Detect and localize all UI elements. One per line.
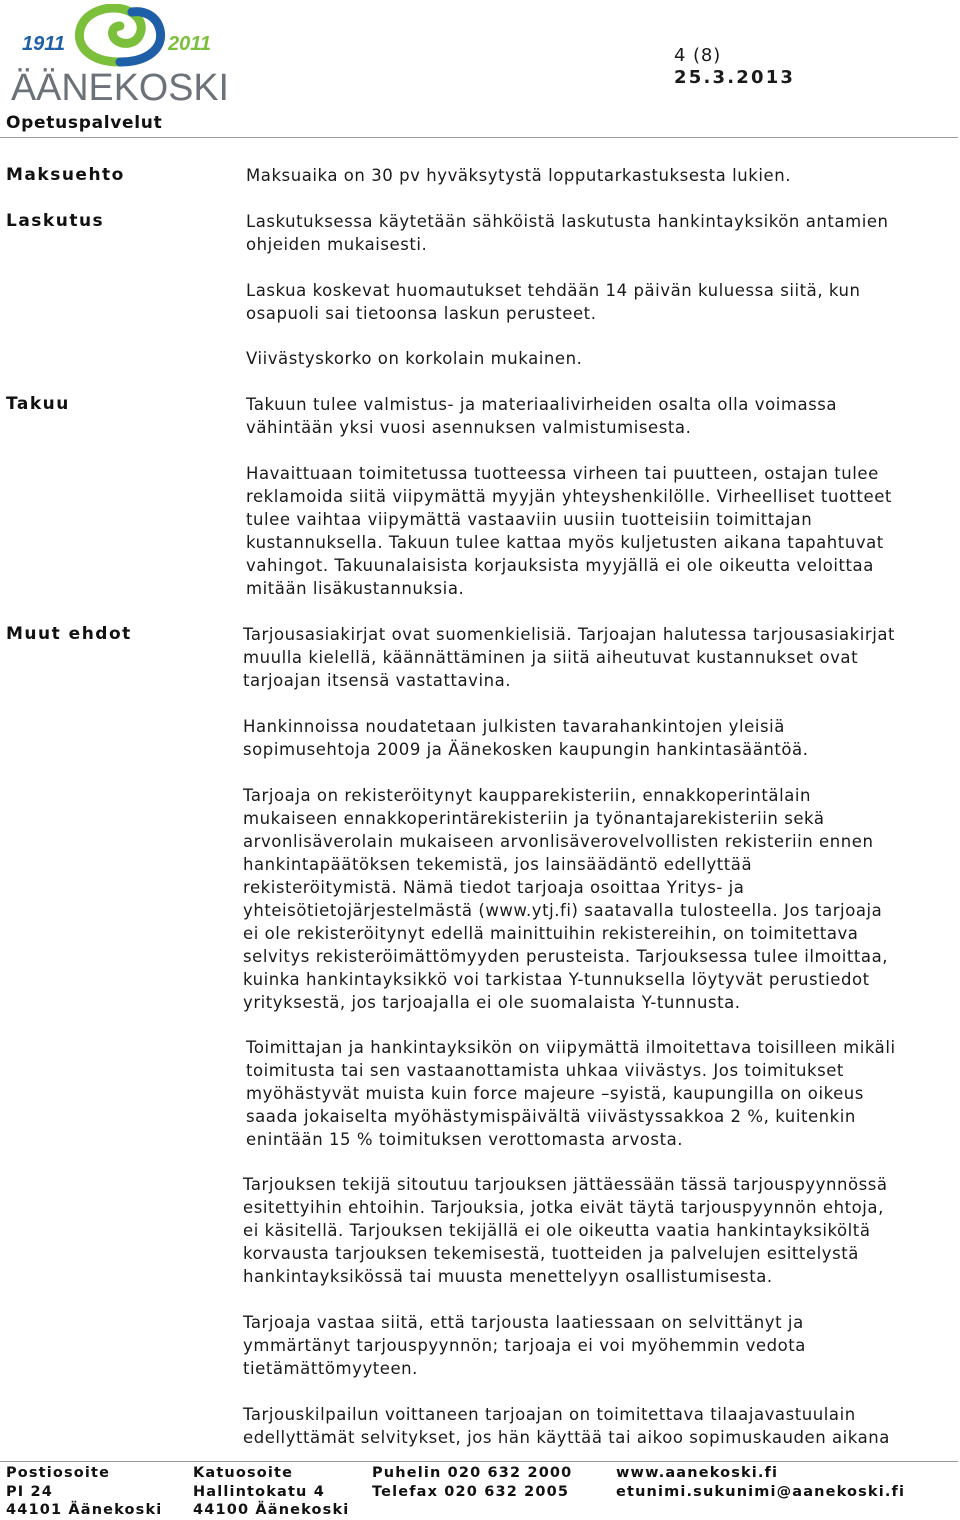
paragraph: Tarjoaja on rekisteröitynyt kaupparekisteriin, ennakkoperintälain mukaiseen ennakkoperintärekisteriin ja työnantajarekisteriin sekä arvonlisäverolain mukaiseen arvonlisäverovelvollisten rekisteriin ennen hankintapäätöksen tekemistä, jos lainsäädäntö edellyttää rekisteröitymistä. Nämä tiedot tarjoaja osoittaa Yritys- ja yhteisötietojärjestelmästä (www.ytj.fi) saatavalla tulosteella. Jos tarjoaja ei ole rekisteröitynyt edellä mainittuihin rekistereihin, on toimitettava selvitys rekisteröimättömyyden perusteista. Tarjouksessa tulee ilmoittaa, kuinka hankintayksikkö voi tarkistaa Y-tunnuksella löytyvät perustiedot yrityksestä, jos tarjoajalla ei ole suomalaista Y-tunnusta. [243,786,889,1012]
paragraph: Toimittajan ja hankintayksikön on viipymättä ilmoitettava toisilleen mikäli toimitusta tai sen vastaanottamista uhkaa viivästys. Jos toimitukset myöhästyvät muista kuin force majeure –syistä, kaupungilla on oikeus saada jokaiselta myöhästymispäivältä viivästyssakkoa 2 %, kuitenkin enintään 15 % toimituksen verottomasta arvosta. [246,1038,896,1149]
header-divider [0,137,958,138]
section-label-muut-ehdot: Muut ehdot [6,624,132,644]
page-number: 4 (8) [674,45,722,66]
section-label-maksuehto: Maksuehto [6,165,125,185]
section-label-takuu: Takuu [6,394,70,414]
department-name: Opetuspalvelut [6,113,163,133]
footer-postal-address: Postiosoite PI 24 44101 Äänekoski [6,1465,163,1519]
section-label-laskutus: Laskutus [6,211,105,231]
logo-wordmark: ÄÄNEKOSKI [11,67,229,108]
logo-year-right: 2011 [168,33,212,55]
paragraph: Laskutuksessa käytetään sähköistä laskutusta hankintayksikön antamien ohjeiden mukaisesti. [246,212,889,254]
paragraph: Takuun tulee valmistus- ja materiaalivirheiden osalta olla voimassa vähintään yksi vuosi asennuksen valmistumisesta. [246,395,838,437]
paragraph: Tarjouskilpailun voittaneen tarjoajan on toimitettava tilaajavastuulain edellyttämät selvitykset, jos hän käyttää tai aikoo sopimuskauden aikana [243,1405,890,1447]
paragraph: Havaittuaan toimitetussa tuotteessa virheen tai puutteen, ostajan tulee reklamoida siitä viipymättä myyjän yhteyshenkilölle. Virheelliset tuotteet tulee vaihtaa viipymättä vastaaviin uusiin tuotteisiin toimittajan kustannuksella. Takuun tulee kattaa myös kuljetusten aikana tapahtuvat vahingot. Takuunalaisista korjauksista myyjällä ei ole oikeutta veloittaa mitään lisäkustannuksia. [246,464,892,598]
paragraph: Tarjouksen tekijä sitoutuu tarjouksen jättäessään tässä tarjouspyynnössä esitettyihin ehtoihin. Tarjouksia, jotka eivät täytä tarjouspyynnön ehtoja, ei käsitellä. Tarjouksen tekijällä ei ole oikeutta vaatia hankintayksiköltä korvausta tarjouksen tekemisestä, tuotteiden ja palvelujen esittelystä hankintayksikössä tai muusta menettelyyn osallistumisesta. [243,1175,888,1286]
paragraph: Maksuaika on 30 pv hyväksytystä lopputarkastuksesta lukien. [246,166,792,185]
footer-web-email: www.aanekoski.fi etunimi.sukunimi@aanekoski.fi [616,1465,906,1500]
aanekoski-logo [8,4,232,108]
footer-divider [0,1461,958,1462]
paragraph: Tarjoaja vastaa siitä, että tarjousta laatiessaan on selvittänyt ja ymmärtänyt tarjouspyynnön; tarjoaja ei voi myöhemmin vedota tietämättömyyteen. [243,1313,806,1378]
footer-phone: Puhelin 020 632 2000 Telefax 020 632 2005 [372,1465,573,1500]
paragraph: Laskua koskevat huomautukset tehdään 14 päivän kuluessa siitä, kun osapuoli sai tietoonsa laskun perusteet. [246,281,861,323]
paragraph: Viivästyskorko on korkolain mukainen. [246,349,583,368]
document-date: 25.3.2013 [674,67,796,88]
logo-year-left: 1911 [22,33,66,55]
paragraph: Hankinnoissa noudatetaan julkisten tavarahankintojen yleisiä sopimusehtoja 2009 ja Äänekosken kaupungin hankintasääntöä. [243,717,809,759]
footer-street-address: Katuosoite Hallintokatu 4 44100 Äänekoski [193,1465,350,1519]
paragraph: Tarjousasiakirjat ovat suomenkielisiä. Tarjoajan halutessa tarjousasiakirjat muulla kielellä, käännättäminen ja siitä aiheutuvat kustannukset ovat tarjoajan itsensä vastattavina. [243,625,896,690]
